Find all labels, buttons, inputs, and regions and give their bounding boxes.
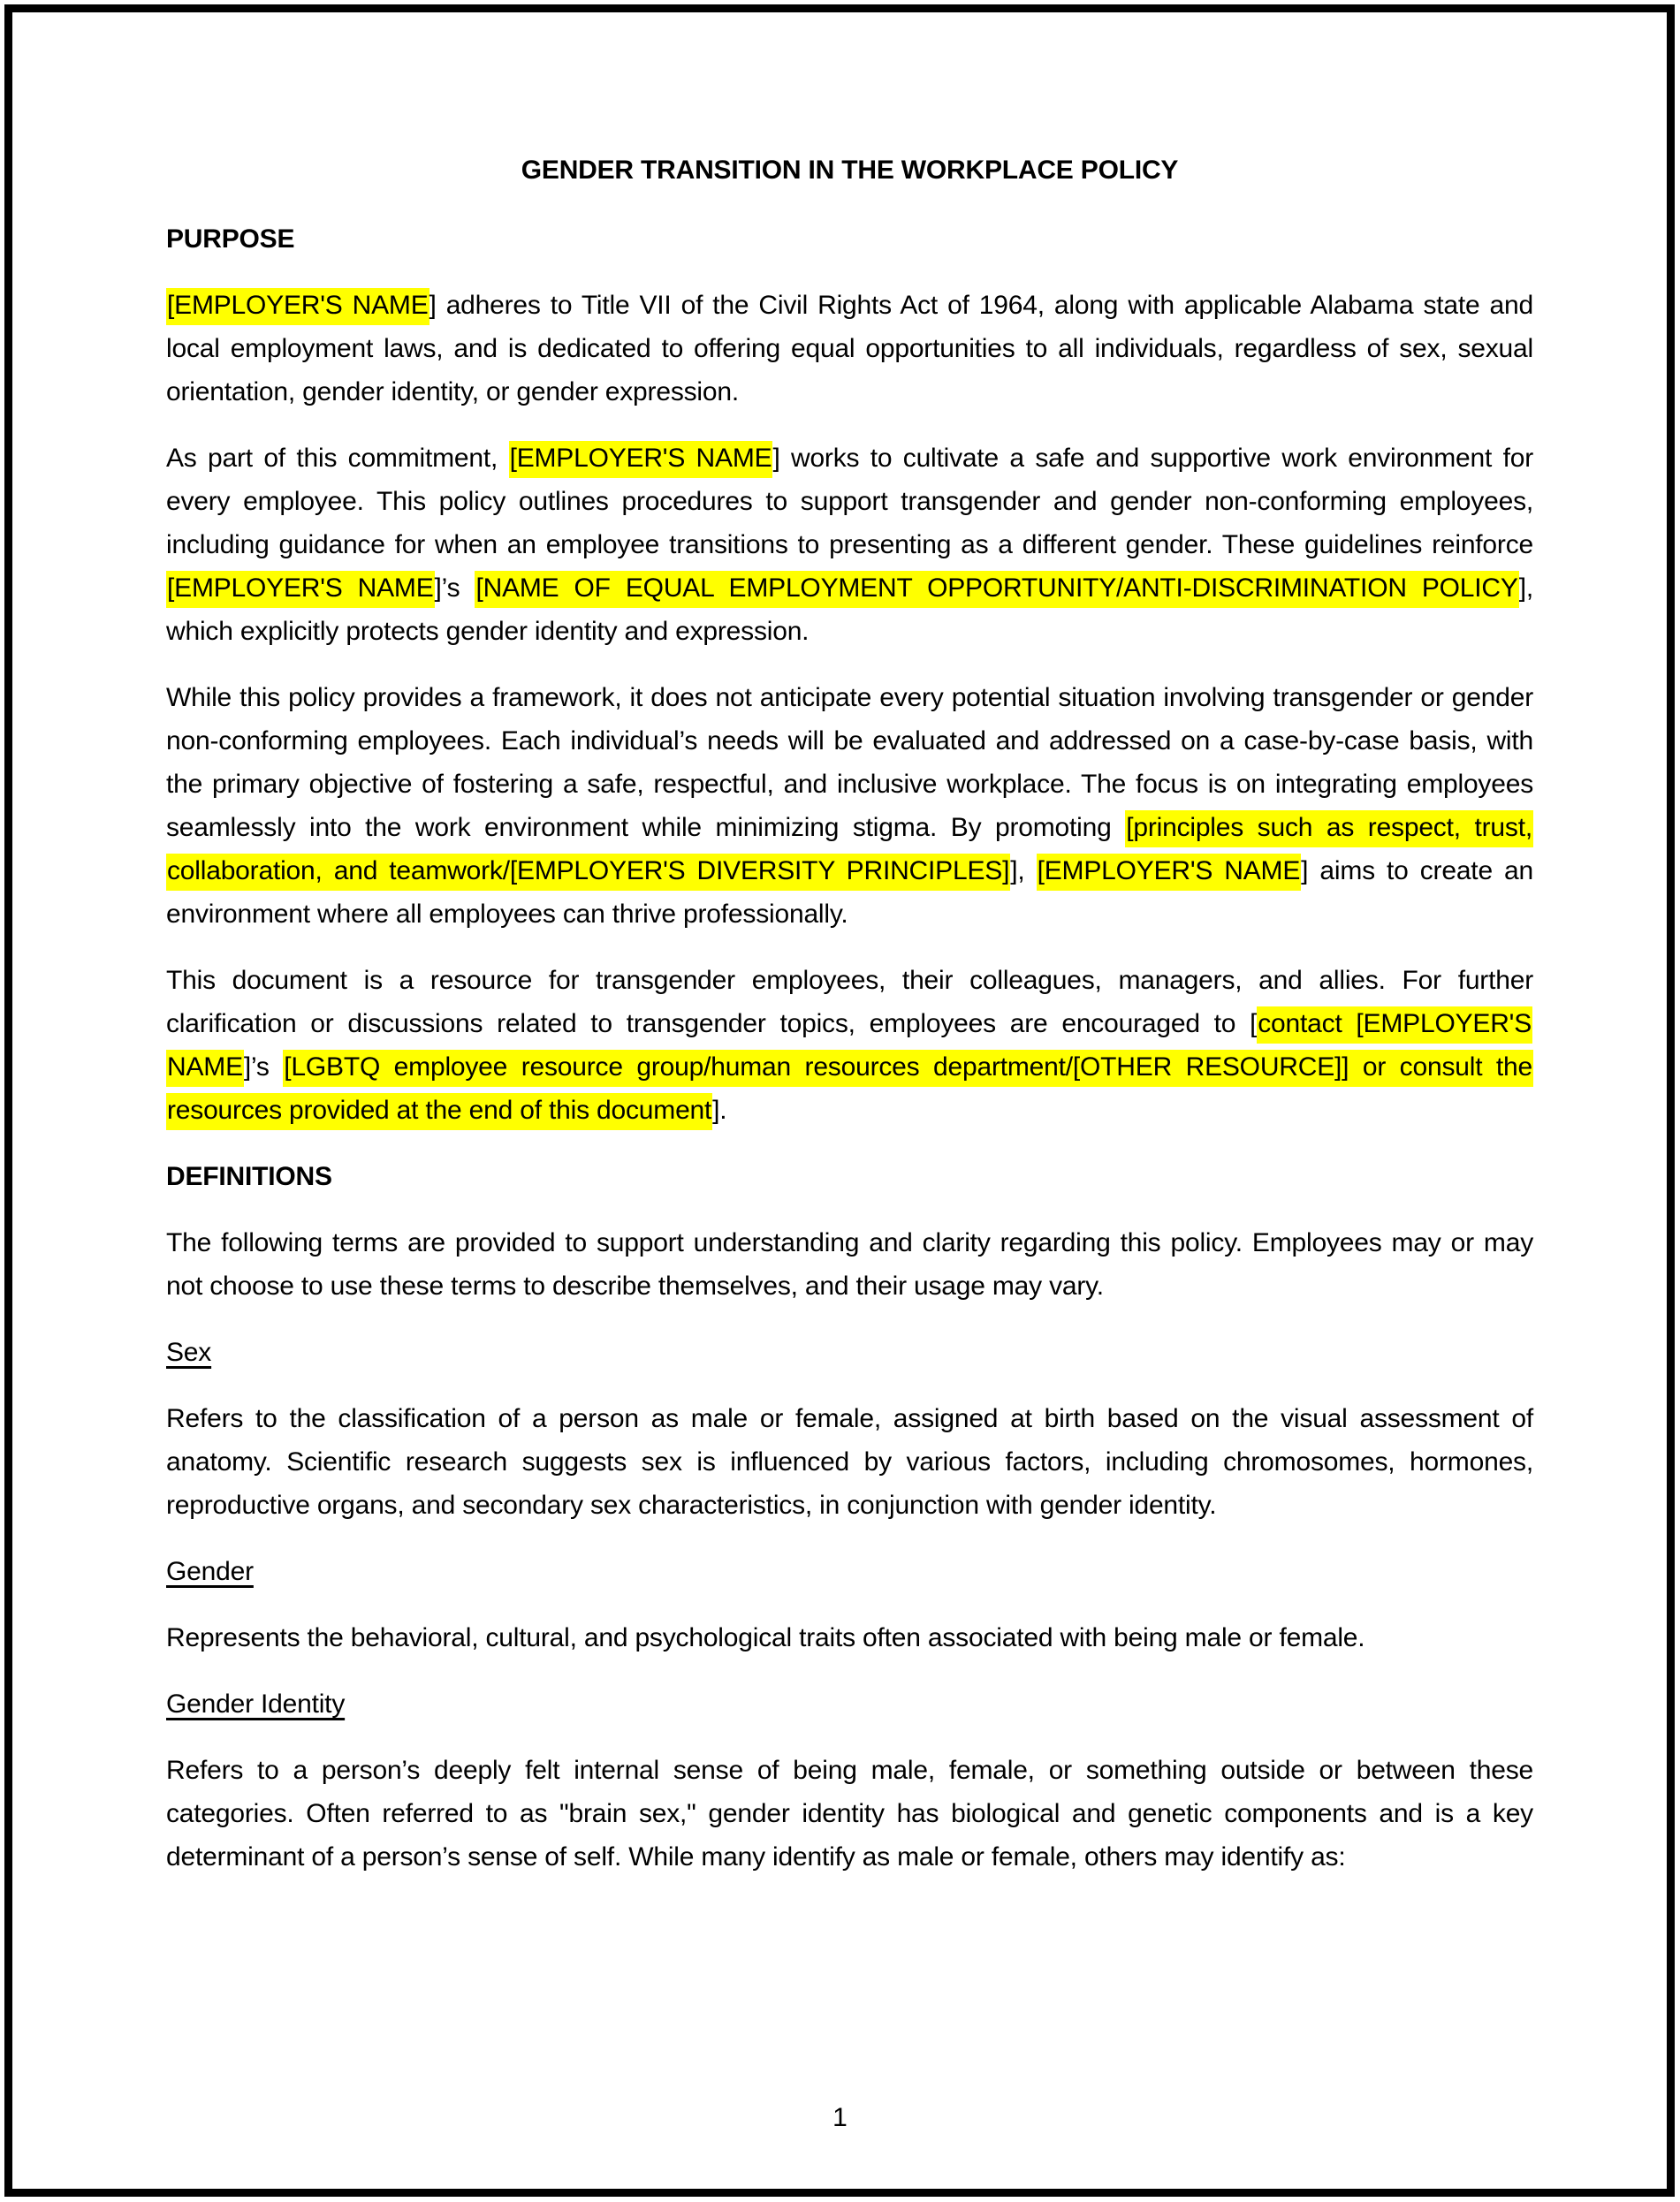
highlighted-placeholder: [NAME OF EQUAL EMPLOYMENT OPPORTUNITY/ANTI-DISCRIMINATION POLICY <box>475 571 1518 608</box>
document-body <box>166 217 1533 1879</box>
document-content <box>166 148 1533 1902</box>
highlighted-placeholder: [EMPLOYER'S NAME <box>509 441 773 478</box>
highlighted-placeholder: [EMPLOYER'S NAME <box>166 288 430 325</box>
section-heading: PURPOSE <box>166 224 295 254</box>
paragraph: As part of this commitment, [EMPLOYER'S NAME] works to cultivate a safe and supportive work environment for every employee. This policy outlines procedures to support transgender and gender non-conforming employees, including guidance for when an employee transitions to presenting as a different gender. These guidelines reinforce [EMPLOYER'S NAME]’s [NAME OF EQUAL EMPLOYMENT OPPORTUNITY/ANTI-DISCRIMINATION POLICY], which explicitly protects gender identity and expression. <box>166 437 1533 653</box>
paragraph: Represents the behavioral, cultural, and psychological traits often associated with being male or female. <box>166 1623 1365 1652</box>
paragraph: Refers to the classification of a person as male or female, assigned at birth based on the visual assessment of anatomy. Scientific research suggests sex is influenced by various factors, including chromosomes, hormones, reproductive organs, and secondary sex characteristics, in conjunction with gender identity. <box>166 1404 1533 1520</box>
definition-term-heading: Gender <box>166 1557 254 1586</box>
paragraph: The following terms are provided to support understanding and clarity regarding this policy. Employees may or may not choose to use these terms to describe themselves, and their usage may vary. <box>166 1228 1533 1301</box>
definition-term-heading: Sex <box>166 1338 212 1367</box>
paragraph: Refers to a person’s deeply felt internal sense of being male, female, or something outside or between these categories. Often referred to as "brain sex," gender identity has biological and genetic components and is a key determinant of a person’s sense of self. While many identify as male or female, others may identify as: <box>166 1756 1533 1872</box>
highlighted-placeholder: contact [EMPLOYER'S NAME <box>166 1006 1532 1087</box>
highlighted-placeholder: [principles such as respect, trust, collaboration, and teamwork/[EMPLOYER'S DIVERSITY PRINCIPLES] <box>166 810 1533 891</box>
document-title: GENDER TRANSITION IN THE WORKPLACE POLICY <box>521 156 1179 185</box>
paragraph: [EMPLOYER'S NAME] adheres to Title VII of the Civil Rights Act of 1964, along with applicable Alabama state and local employment laws, and is dedicated to offering equal opportunities to all individuals, regardless of sex, sexual orientation, gender identity, or gender expression. <box>166 284 1533 414</box>
page-number: 1 <box>832 2103 848 2132</box>
highlighted-placeholder: [EMPLOYER'S NAME <box>166 571 435 608</box>
highlighted-placeholder: [LGBTQ employee resource group/human resources department/[OTHER RESOURCE]] or consult the resources provided at the end of this document <box>166 1050 1533 1130</box>
paragraph: While this policy provides a framework, it does not anticipate every potential situation involving transgender or gender non-conforming employees. Each individual’s needs will be evaluated and addressed on a case-by-case basis, with the primary objective of fostering a safe, respectful, and inclusive workplace. The focus is on integrating employees seamlessly into the work environment while minimizing stigma. By promoting [principles such as respect, trust, collaboration, and teamwork/[EMPLOYER'S DIVERSITY PRINCIPLES]], [EMPLOYER'S NAME] aims to create an environment where all employees can thrive professionally. <box>166 683 1534 929</box>
section-heading: DEFINITIONS <box>166 1162 332 1191</box>
paragraph: This document is a resource for transgender employees, their colleagues, managers, and allies. For further clarification or discussions related to transgender topics, employees are encouraged to [contact [EMPLOYER'S NAME]’s [LGBTQ employee resource group/human resources department/[OTHER RESOURCE]] or consult the resources provided at the end of this document]. <box>166 959 1533 1132</box>
highlighted-placeholder: [EMPLOYER'S NAME <box>1037 854 1302 891</box>
definition-term-heading: Gender Identity <box>166 1689 346 1719</box>
